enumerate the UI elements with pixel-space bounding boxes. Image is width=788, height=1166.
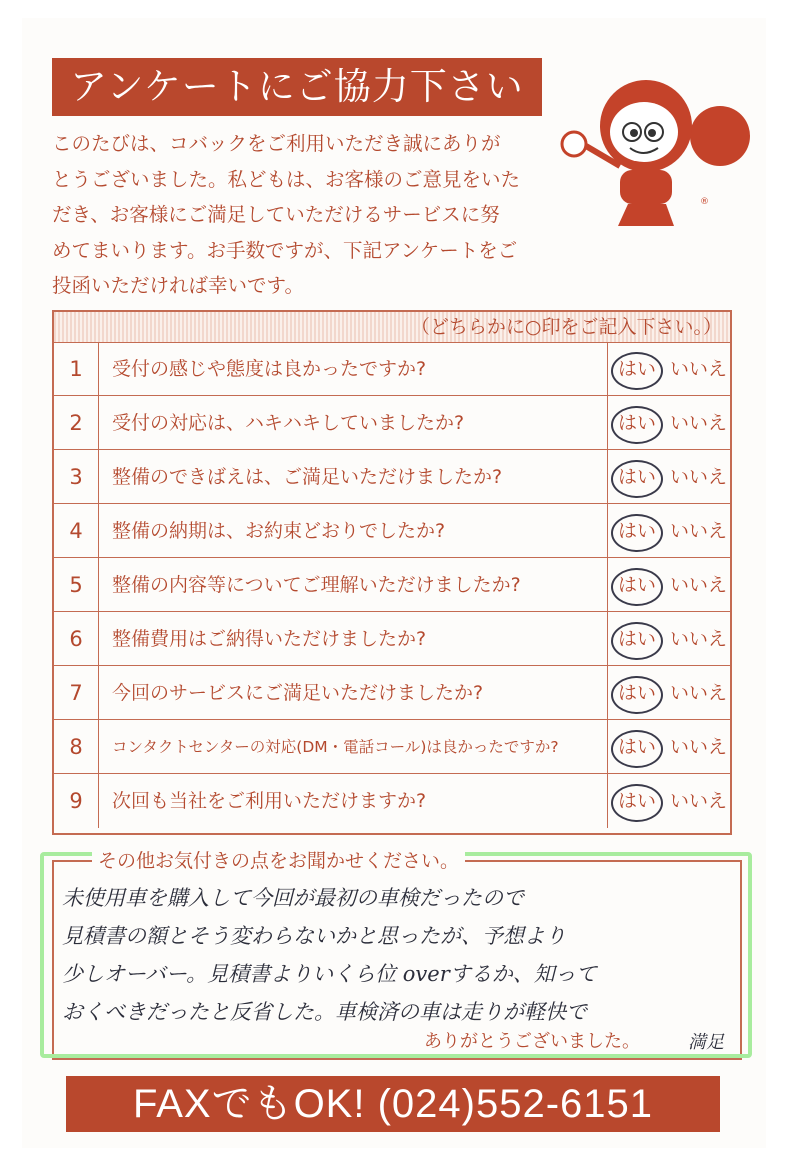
answer-yes[interactable]: はい: [618, 466, 657, 488]
question-text: 受付の対応は、ハキハキしていましたか?: [112, 412, 465, 434]
question-number: 8: [54, 720, 99, 773]
question-text: 整備費用はご納得いただけましたか?: [112, 628, 427, 650]
answer-cell: [607, 342, 731, 395]
question-text: 整備の内容等についてご理解いただけましたか?: [112, 574, 521, 596]
page-title: アンケートにご協力下さい: [52, 58, 542, 116]
registered-mark: ®: [700, 197, 709, 207]
intro-line: だき、お客様にご満足していただけるサービスに努: [52, 203, 500, 226]
question-number: 7: [54, 666, 99, 719]
answer-cell: [607, 612, 731, 665]
question-number: 4: [54, 504, 99, 557]
table-row: [54, 666, 730, 720]
answer-yes[interactable]: はい: [618, 574, 657, 596]
answer-cell: [607, 720, 731, 773]
answer-no[interactable]: いいえ: [670, 790, 728, 812]
table-row: [54, 396, 730, 450]
answer-no[interactable]: いいえ: [670, 736, 728, 758]
question-number: 9: [54, 774, 99, 828]
mascot-illustration: [548, 74, 758, 244]
table-row: [54, 504, 730, 558]
answer-cell: [607, 396, 731, 449]
answer-cell: [607, 450, 731, 503]
answer-yes[interactable]: はい: [618, 358, 657, 380]
question-text: 次回も当社をご利用いただけますか?: [112, 790, 427, 812]
question-text: コンタクトセンターの対応(DM・電話コール)は良かったですか?: [112, 738, 559, 756]
intro-text: [52, 126, 552, 304]
question-text: 整備のできばえは、ご満足いただけましたか?: [112, 466, 503, 488]
answer-cell: [607, 504, 731, 557]
handwritten-comment-line: おくべきだったと反省した。車検済の車は走りが軽快で: [62, 1000, 587, 1024]
fax-banner: FAXでもOK! (024)552-6151: [66, 1076, 720, 1132]
survey-table: [52, 310, 732, 835]
handwritten-comment-line: 見積書の額とそう変わらないかと思ったが、予想より: [62, 924, 566, 948]
answer-yes[interactable]: はい: [618, 628, 657, 650]
answer-no[interactable]: いいえ: [670, 628, 728, 650]
table-row: [54, 450, 730, 504]
answer-cell: [607, 558, 731, 611]
comments-title: その他お気付きの点をお聞かせください。: [92, 848, 465, 874]
answer-cell: [607, 774, 731, 828]
answer-no[interactable]: いいえ: [670, 466, 728, 488]
answer-cell: [607, 666, 731, 719]
table-row: [54, 612, 730, 666]
intro-line: とうございました。私どもは、お客様のご意見をいた: [52, 167, 521, 191]
thanks-text: ありがとうございました。: [420, 1030, 644, 1054]
answer-no[interactable]: いいえ: [670, 520, 728, 542]
table-row: [54, 720, 730, 774]
question-text: 整備の納期は、お約束どおりでしたか?: [112, 520, 446, 542]
handwritten-comment-line: 未使用車を購入して今回が最初の車検だったので: [62, 886, 524, 910]
answer-no[interactable]: いいえ: [670, 682, 728, 704]
answer-yes[interactable]: はい: [618, 412, 657, 434]
answer-yes[interactable]: はい: [618, 790, 657, 812]
question-number: 3: [54, 450, 99, 503]
table-row: [54, 774, 730, 828]
answer-no[interactable]: いいえ: [670, 358, 728, 380]
table-row: [54, 558, 730, 612]
answer-yes[interactable]: はい: [618, 520, 657, 542]
question-number: 6: [54, 612, 99, 665]
answer-yes[interactable]: はい: [618, 736, 657, 758]
question-text: 今回のサービスにご満足いただけましたか?: [112, 682, 484, 704]
handwritten-comment-line: 少しオーバー。見積書よりいくら位 overするか、知って: [62, 962, 597, 986]
answer-yes[interactable]: はい: [618, 682, 657, 704]
table-instruction: （どちらかに○印をご記入下さい。）: [54, 312, 730, 343]
question-number: 1: [54, 342, 99, 395]
intro-line: 投函いただければ幸いです。: [52, 274, 304, 297]
answer-no[interactable]: いいえ: [670, 412, 728, 434]
answer-no[interactable]: いいえ: [670, 574, 728, 596]
table-row: [54, 342, 730, 396]
handwritten-signature: 満足: [688, 1032, 724, 1053]
intro-line: このたびは、コバックをご利用いただき誠にありが: [52, 132, 501, 155]
intro-line: めてまいります。お手数ですが、下記アンケートをご: [52, 238, 518, 262]
question-number: 2: [54, 396, 99, 449]
question-text: 受付の感じや態度は良かったですか?: [112, 358, 427, 380]
question-number: 5: [54, 558, 99, 611]
